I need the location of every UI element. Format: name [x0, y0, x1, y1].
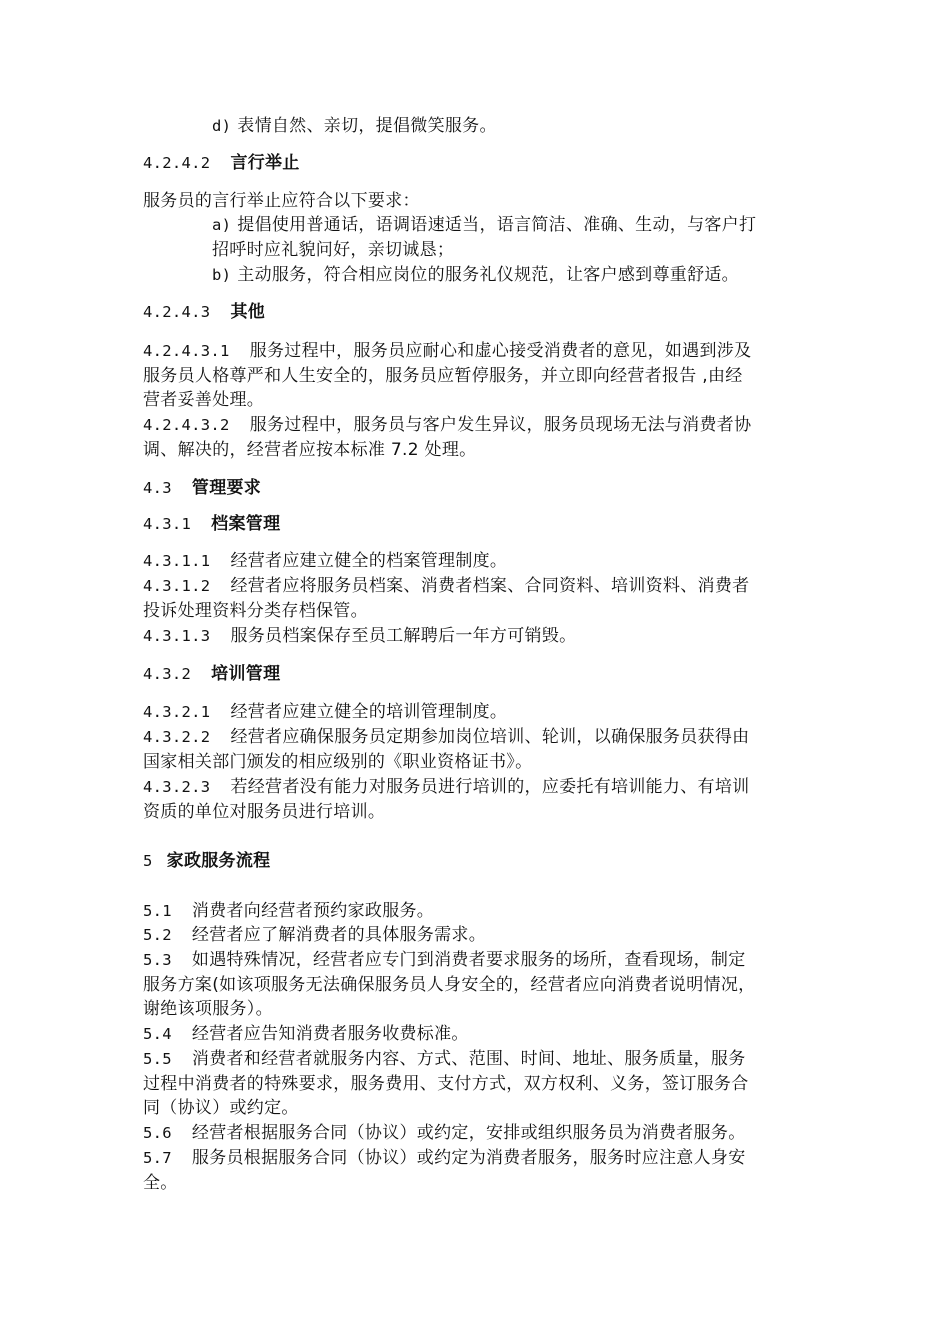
paragraph-4-2-4-3-2-cont: 调、解决的，经营者应按本标准 7.2 处理。	[143, 440, 477, 460]
paragraph-5-7	[143, 1146, 746, 1170]
section-number: 5	[143, 852, 153, 870]
list-item-a-cont: 招呼时应礼貌问好，亲切诚恳；	[212, 240, 455, 260]
section-number: 4.2.4.3	[143, 303, 211, 321]
clause-text: 经营者应建立健全的培训管理制度。	[230, 702, 508, 722]
section-heading-4-2-4-3	[143, 300, 265, 324]
list-text: 提倡使用普通话，语调语速适当，语言简洁、准确、生动，与客户打	[237, 215, 757, 235]
paragraph-4-3-1-1	[143, 549, 507, 573]
paragraph-4-3-2-3-cont: 资质的单位对服务员进行培训。	[143, 802, 386, 822]
list-item-d	[212, 114, 497, 138]
clause-number: 4.2.4.3.1	[143, 342, 230, 360]
clause-text: 经营者应告知消费者服务收费标准。	[191, 1024, 469, 1044]
clause-text: 如遇特殊情况，经营者应专门到消费者要求服务的场所，查看现场，制定	[191, 950, 746, 970]
clause-text: 经营者应了解消费者的具体服务需求。	[191, 925, 487, 945]
section-heading-4-3	[143, 476, 261, 500]
paragraph-5-3-cont: 服务方案(如该项服务无法确保服务员人身安全的，经营者应向消费者说明情况，	[143, 975, 756, 995]
clause-number: 5.6	[143, 1124, 172, 1142]
paragraph-4-2-4-3-1-cont: 服务员人格尊严和人生安全的，服务员应暂停服务，并立即向经营者报告 ,由经	[143, 366, 743, 386]
section-heading-4-2-4-2	[143, 151, 300, 175]
paragraph-4-2-4-3-1	[143, 339, 751, 363]
list-item-a	[212, 213, 756, 237]
clause-number: 4.2.4.3.2	[143, 416, 230, 434]
paragraph-4-2-4-3-2	[143, 413, 751, 437]
clause-number: 5.1	[143, 902, 172, 920]
paragraph-intro: 服务员的言行举止应符合以下要求：	[143, 191, 420, 211]
paragraph-5-6	[143, 1121, 746, 1145]
paragraph-4-3-2-2	[143, 725, 749, 749]
clause-number: 5.7	[143, 1149, 172, 1167]
section-title: 培训管理	[211, 664, 281, 684]
clause-number: 5.4	[143, 1025, 172, 1043]
list-item-b	[212, 263, 739, 287]
section-title: 其他	[230, 302, 266, 322]
section-title: 管理要求	[191, 478, 262, 498]
section-number: 4.3.1	[143, 515, 192, 533]
clause-number: 4.3.2.1	[143, 703, 211, 721]
clause-text: 消费者向经营者预约家政服务。	[191, 901, 435, 921]
paragraph-5-4	[143, 1022, 469, 1046]
section-number: 4.3	[143, 479, 172, 497]
clause-number: 4.3.1.1	[143, 552, 211, 570]
clause-text: 经营者应建立健全的档案管理制度。	[230, 551, 508, 571]
section-title: 家政服务流程	[166, 851, 271, 871]
clause-text: 服务员档案保存至员工解聘后一年方可销毁。	[230, 626, 577, 646]
paragraph-5-3	[143, 948, 746, 972]
paragraph-5-2	[143, 923, 486, 947]
list-text: 表情自然、亲切，提倡微笑服务。	[237, 116, 497, 136]
paragraph-5-5-cont: 过程中消费者的特殊要求，服务费用、支付方式，双方权利、义务，签订服务合	[143, 1074, 749, 1094]
clause-text: 服务过程中，服务员应耐心和虚心接受消费者的意见，如遇到涉及	[249, 341, 752, 361]
clause-number: 5.3	[143, 951, 172, 969]
section-title: 档案管理	[211, 514, 281, 534]
paragraph-5-3-cont: 谢绝该项服务）。	[143, 999, 273, 1019]
list-text: 主动服务，符合相应岗位的服务礼仪规范，让客户感到尊重舒适。	[237, 265, 739, 285]
clause-text: 经营者应确保服务员定期参加岗位培训、轮训，以确保服务员获得由	[230, 727, 750, 747]
clause-text: 若经营者没有能力对服务员进行培训的，应委托有培训能力、有培训	[230, 777, 750, 797]
clause-text: 消费者和经营者就服务内容、方式、范围、时间、地址、服务质量，服务	[191, 1049, 746, 1069]
section-title: 言行举止	[230, 153, 300, 173]
clause-text: 服务员根据服务合同（协议）或约定为消费者服务，服务时应注意人身安	[191, 1148, 746, 1168]
clause-number: 4.3.1.3	[143, 627, 211, 645]
paragraph-4-3-1-2-cont: 投诉处理资料分类存档保管。	[143, 601, 368, 621]
list-label: b)	[212, 266, 232, 284]
paragraph-5-5	[143, 1047, 746, 1071]
paragraph-4-3-2-2-cont: 国家相关部门颁发的相应级别的《职业资格证书》。	[143, 752, 533, 772]
section-number: 4.3.2	[143, 665, 192, 683]
clause-number: 5.5	[143, 1050, 172, 1068]
section-heading-5	[143, 849, 270, 873]
paragraph-5-5-cont: 同（协议）或约定。	[143, 1098, 299, 1118]
paragraph-4-3-2-3	[143, 775, 749, 799]
list-label: d)	[212, 117, 232, 135]
clause-text: 经营者根据服务合同（协议）或约定，安排或组织服务员为消费者服务。	[191, 1123, 746, 1143]
list-label: a)	[212, 216, 232, 234]
paragraph-5-7-cont: 全。	[143, 1173, 178, 1193]
clause-number: 5.2	[143, 926, 172, 944]
clause-number: 4.3.2.2	[143, 728, 211, 746]
section-heading-4-3-1	[143, 512, 280, 536]
section-number: 4.2.4.2	[143, 154, 211, 172]
clause-text: 服务过程中，服务员与客户发生异议，服务员现场无法与消费者协	[249, 415, 752, 435]
paragraph-4-2-4-3-1-cont: 营者妥善处理。	[143, 390, 265, 410]
paragraph-4-3-2-1	[143, 700, 507, 724]
section-heading-4-3-2	[143, 662, 280, 686]
paragraph-4-3-1-3	[143, 624, 576, 648]
paragraph-5-1	[143, 899, 434, 923]
paragraph-4-3-1-2	[143, 574, 749, 598]
clause-number: 4.3.1.2	[143, 577, 211, 595]
clause-text: 经营者应将服务员档案、消费者档案、合同资料、培训资料、消费者	[230, 576, 750, 596]
clause-number: 4.3.2.3	[143, 778, 211, 796]
